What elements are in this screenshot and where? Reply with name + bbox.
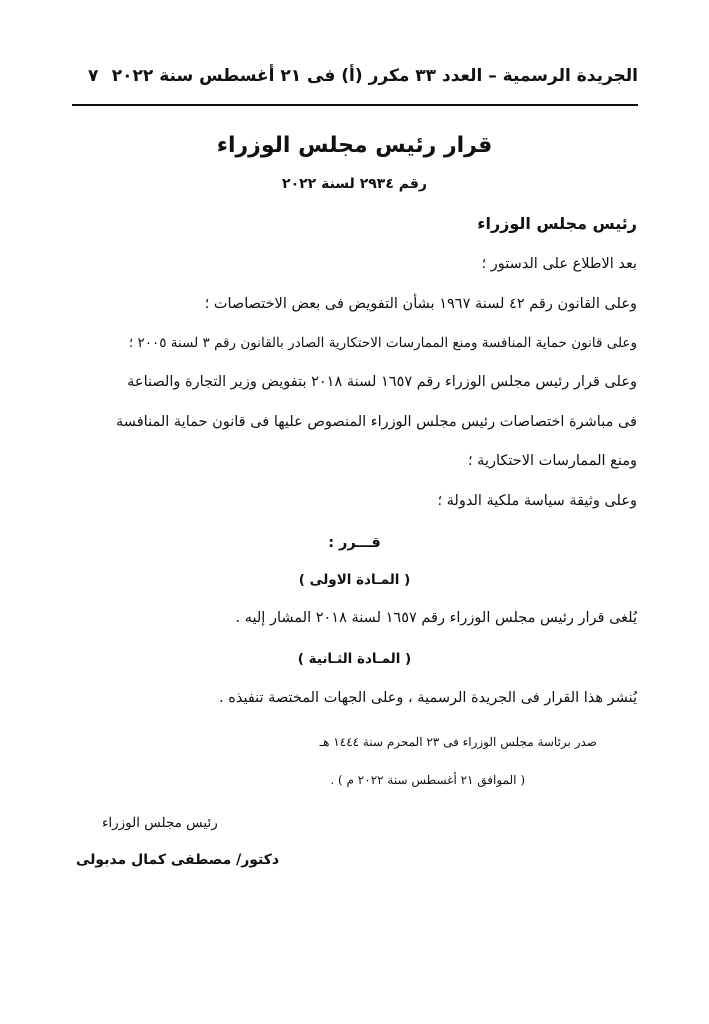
running-head: الجريدة الرسمية – العدد ٣٣ مكرر (أ) فى ٢١ أغسطس سنة ٢٠٢٢ (111, 66, 638, 86)
preamble-line: فى مباشرة اختصاصات رئيس مجلس الوزراء المنصوص عليها فى قانون حماية المنافسة (116, 414, 637, 430)
issuer-heading: رئيس مجلس الوزراء (477, 214, 637, 233)
preamble-line: وعلى قرار رئيس مجلس الوزراء رقم ١٦٥٧ لسنة ٢٠١٨ بتفويض وزير التجارة والصناعة (127, 374, 637, 390)
header-divider (72, 104, 638, 106)
article-2-text: يُنشر هذا القرار فى الجريدة الرسمية ، وعلى الجهات المختصة تنفيذه . (219, 690, 637, 706)
preamble-line: وعلى قانون حماية المنافسة ومنع الممارسات الاحتكارية الصادر بالقانون رقم ٣ لسنة ٢٠٠٥ ؛ (128, 335, 637, 351)
issued-line-2: ( الموافق ٢١ أغسطس سنة ٢٠٢٢ م ) . (330, 773, 525, 787)
signature-role: رئيس مجلس الوزراء (102, 815, 218, 831)
article-1-heading: ( المـادة الاولى ) (298, 572, 411, 588)
article-2-heading: ( المـادة الثـانية ) (297, 651, 412, 667)
page-number: ٧ (88, 66, 99, 86)
signature-name: دكتور/ مصطفى كمال مدبولى (76, 852, 280, 868)
preamble-line: وعلى القانون رقم ٤٢ لسنة ١٩٦٧ بشأن التفويض فى بعض الاختصاصات ؛ (204, 296, 637, 312)
issued-line-1: صدر برئاسة مجلس الوزراء فى ٢٣ المحرم سنة ١٤٤٤ هـ (319, 735, 597, 749)
preamble-line: ومنع الممارسات الاحتكارية ؛ (467, 453, 637, 469)
decree-number: رقم ٢٩٣٤ لسنة ٢٠٢٢ (282, 176, 427, 192)
preamble-line: بعد الاطلاع على الدستور ؛ (481, 256, 637, 272)
page-header (88, 66, 638, 86)
decided-heading: قـــرر : (328, 535, 381, 551)
preamble-line: وعلى وثيقة سياسة ملكية الدولة ؛ (437, 493, 637, 509)
article-1-text: يُلغى قرار رئيس مجلس الوزراء رقم ١٦٥٧ لسنة ٢٠١٨ المشار إليه . (235, 610, 637, 626)
decree-title: قرار رئيس مجلس الوزراء (216, 133, 493, 158)
